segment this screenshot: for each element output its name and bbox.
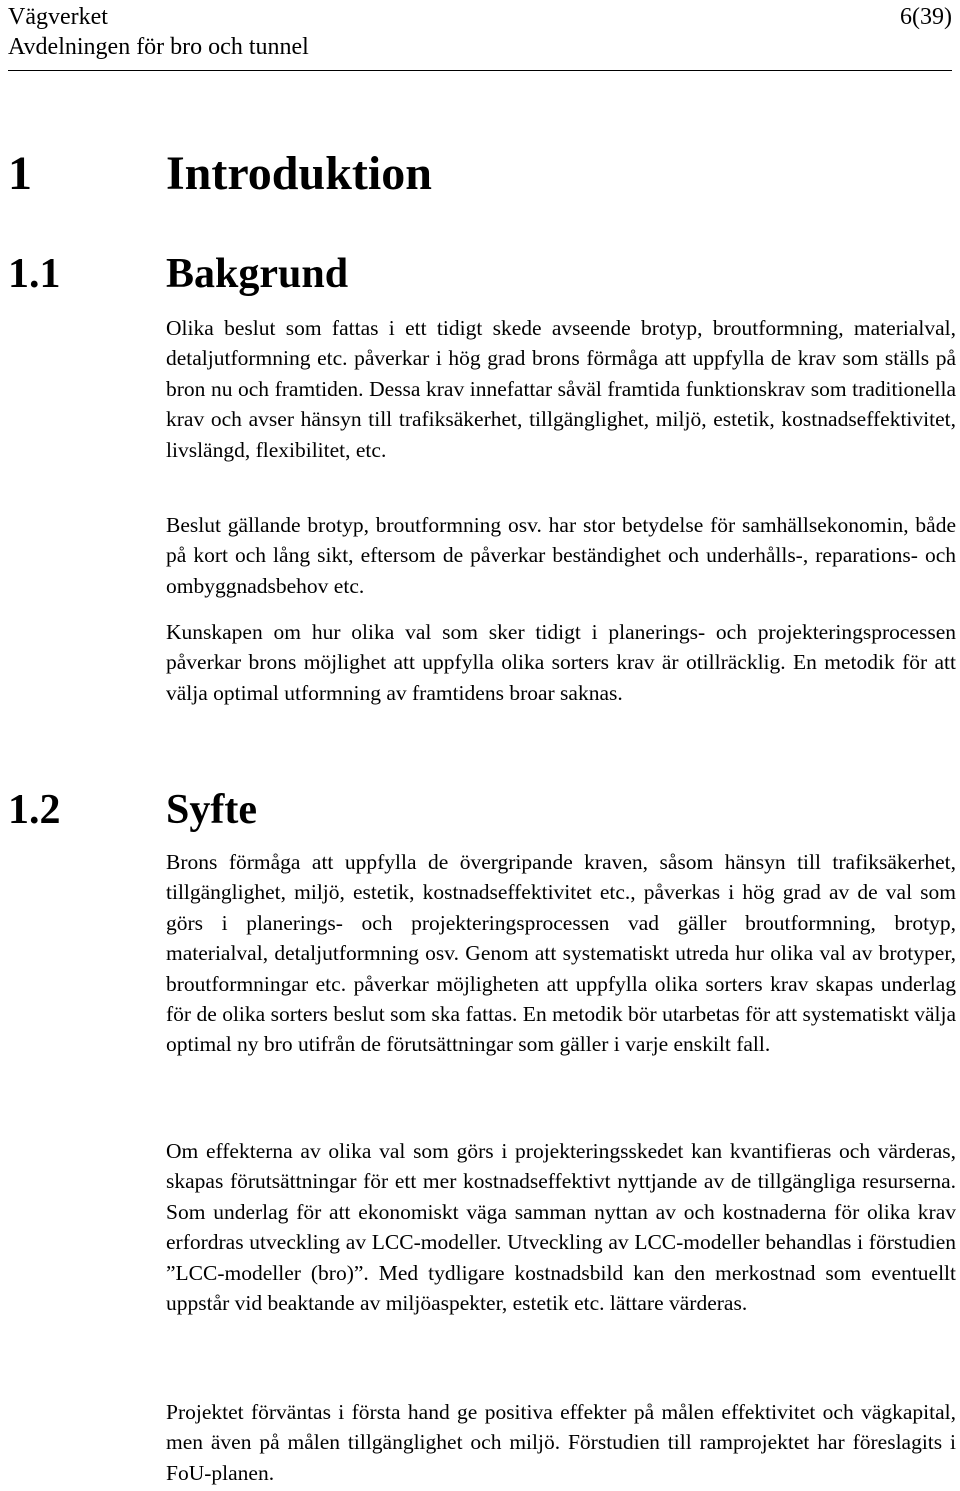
paragraph-syfte-1: Brons förmåga att uppfylla de övergripande kraven, såsom hänsyn till trafiksäkerhet, tillgänglighet, miljö, estetik, kostnadseffektivitet etc., påverkas i hög grad av de val som görs i planerings- och projekteringsprocessen vad gäller broutformning, brotyp, materialval, detaljutformning osv. Genom att systematiskt utreda hur olika val av brotyper, broutformningar etc. påverkar möjligheten att uppfylla olika sorters krav skapas underlag för de olika sorters beslut som ska fattas. En metodik bör utarbetas för att systematiskt välja optimal ny bro utifrån de förutsättningar som gäller i varje enskilt fall. xyxy=(166,850,956,1057)
paragraph-syfte-3: Projektet förväntas i första hand ge positiva effekter på målen effektivitet och vägkapital, men även på målen tillgänglighet och miljö. Förstudien till ramprojektet har föreslagits i FoU-planen. xyxy=(166,1400,956,1485)
page-header xyxy=(8,0,952,71)
header-org: Vägverket xyxy=(8,4,108,30)
paragraph-bakgrund-3: Kunskapen om hur olika val som sker tidigt i planerings- och projekteringsprocessen påverkar brons möjlighet att uppfylla olika sorters krav är otillräcklig. En metodik för att välja optimal utformning av framtidens broar saknas. xyxy=(166,620,956,705)
chapter-number: 1 xyxy=(8,147,32,200)
section-number: 1.2 xyxy=(8,787,61,833)
paragraph-bakgrund-1: Olika beslut som fattas i ett tidigt skede avseende brotyp, broutformning, materialval, detaljutformning etc. påverkar i hög grad brons förmåga att uppfylla de krav som ställs på bron nu och framtiden. Dessa krav innefattar såväl framtida funktionskrav som traditionella krav och avser hänsyn till trafiksäkerhet, tillgänglighet, miljö, estetik, kostnadseffektivitet, livslängd, flexibilitet, etc. xyxy=(166,316,956,462)
section-title: Syfte xyxy=(166,787,257,833)
header-page-number: 6(39) xyxy=(900,4,952,30)
section-heading-syfte xyxy=(8,784,257,836)
section-number: 1.1 xyxy=(8,251,61,297)
paragraph-bakgrund-2: Beslut gällande brotyp, broutformning osv. har stor betydelse för samhällsekonomin, både på kort och lång sikt, eftersom de påverkar beständighet och underhålls-, reparations- och ombyggnadsbehov etc. xyxy=(166,513,956,598)
header-left xyxy=(8,2,309,62)
header-department: Avdelningen för bro och tunnel xyxy=(8,34,309,60)
paragraph-syfte-2: Om effekterna av olika val som görs i projekteringsskedet kan kvantifieras och värderas, skapas förutsättningar för ett mer kostnadseffektivt nyttjande av de tillgängliga resurserna. Som underlag för att ekonomiskt väga samman nyttan av och kostnaderna för olika krav erfordras utveckling av LCC-modeller. Utveckling av LCC-modeller behandlas i förstudien ”LCC-modeller (bro)”. Med tydligare kostnadsbild kan den merkostnad som eventuellt uppstår vid beaktande av miljöaspekter, estetik etc. lättare värderas. xyxy=(166,1139,956,1316)
chapter-heading xyxy=(8,144,432,204)
chapter-title: Introduktion xyxy=(166,147,432,200)
section-heading-bakgrund xyxy=(8,248,348,300)
section-title: Bakgrund xyxy=(166,251,349,297)
